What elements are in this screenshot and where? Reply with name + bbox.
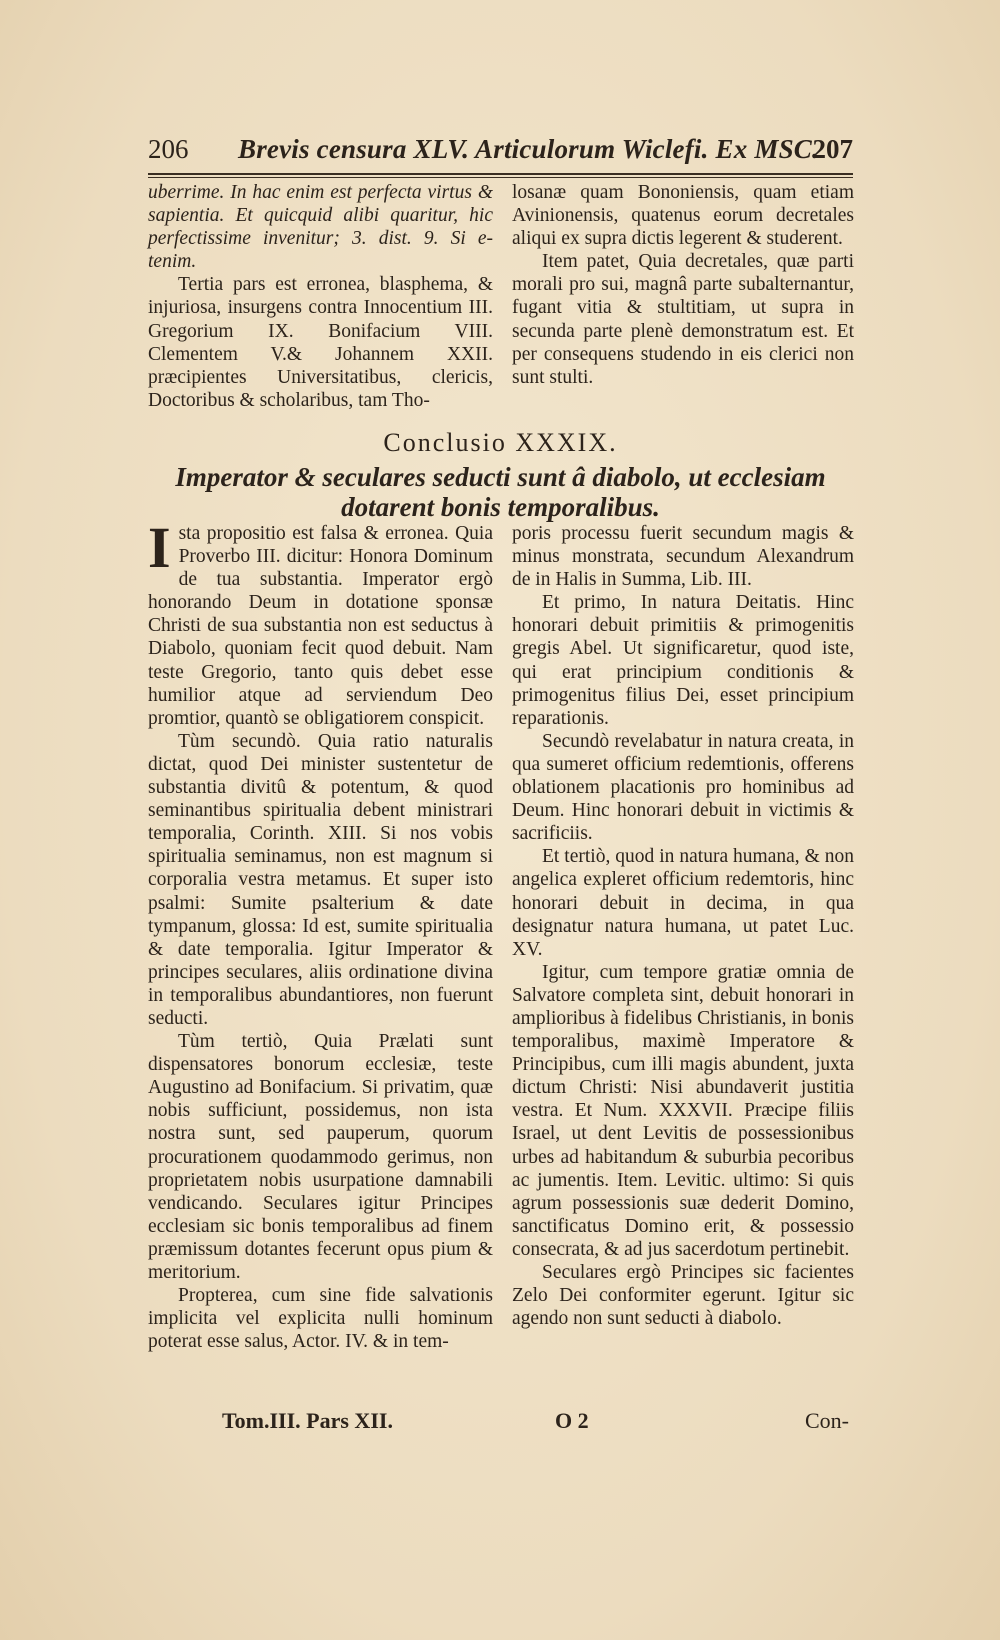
paragraph: Seculares ergò Principes sic facientes Zelo Dei conformiter egerunt. Igitur sic agendo non sunt seducti à diabolo. [512,1262,854,1330]
paragraph: Tertia pars est erronea, blasphema, & injuriosa, insurgens contra Innocentium III. Gregorium IX. Bonifacium VIII. Clementem V.& Johannem XXII. præcipientes Universitatibus, clericis, Doctoribus & scholaribus, tam Tho- [148,274,493,411]
page-number-right: 207 [812,134,853,164]
paragraph: Tùm secundò. Quia ratio naturalis dictat, quod Dei minister sustentetur de substantia divitû & potentum, & quod seminantibus spiritualia debent ministrari temporalia, Corinth. XIII. Si nos vobis spiritualia seminamus, non est magnum si corporalia vestra metamus. Et super isto psalmi: Sumite psalterium & date tympanum, glossa: Id est, sumite spiritualia & date temporalia. Igitur Imperator & principes seculares, aliis ordinatione divina in temporalibus abundantiores, non fuerunt seducti. [148,730,493,1029]
paragraph: Tùm tertiò, Quia Prælati sunt dispensatores bonorum ecclesiæ, teste Augustino ad Bonifacium. Si privatim, quæ nobis sufficiunt, possidemus, non ista nostra sunt, sed pauperum, quorum procurationem quodammodo gerimus, non proprietatem nobis usurpatione damnabili vendicando. Seculares igitur Principes ecclesiam sic bonis temporalibus ad finem præmissum dotantes fecerunt opus pium & meritorium. [148,1031,493,1283]
paragraph: Et tertiò, quod in natura humana, & non angelica expleret officium redemtoris, hinc honorari debuit in decima, in qua designatur natura humana, ut patet Luc. XV. [512,846,854,960]
section-heading: Conclusio XXXIX. [383,428,618,457]
gathering-signature: O 2 [555,1408,589,1433]
paragraph: Igitur, cum tempore gratiæ omnia de Salvatore completa sint, debuit honorari in amplioribus à fidelibus Christianis, in bonis temporalibus, maximè Imperatore & Principibus, cum illi magis abundent, juxta dictum Christi: Nisi abundaverit justitia vestra. Et Num. XXXVII. Præcipe filiis Israel, ut dent Levitis de possessionibus urbes ad habitandum & suburbia pecoribus ac jumentis. Item. Levitic. ultimo: Si quis agrum possessionis suæ dederit Domino, sanctificatus Domino erit, & possessio consecrata, & ad jus sacerdotum pertinebit. [512,961,854,1260]
paragraph: uberrime. In hac enim est perfecta virtus & sapientia. Et quicquid alibi quaritur, hic perfectissime invenitur; 3. dist. 9. Si e-tenim. [148,182,493,273]
header-rule-thin [148,177,853,178]
paragraph: Et primo, In natura Deitatis. Hinc honorari debuit primitiis & primogenitis gregis Abel. Ut significaretur, quod iste, qui erat principium conditionis & primogenitus filius Dei, esset principium reparationis. [512,592,854,729]
volume-signature: Tom.III. Pars XII. [222,1408,393,1433]
header-rule [148,173,853,175]
top-left-column [148,181,493,412]
section-thesis: Imperator & seculares seducti sunt â diabolo, ut ecclesiam dotarent bonis temporalibus. [175,462,826,522]
running-title: Brevis censura XLV. Articulorum Wiclefi. Ex MSC. [238,134,819,164]
bottom-right-column [512,522,854,1330]
paragraph: Secundò revelabatur in natura creata, in qua sumeret officium redemtionis, offerens oblationem placationis pro hominibus ad Deum. Hinc honorari debuit in victimis & sacrificiis. [512,730,854,845]
paragraph: Item patet, Quia decretales, quæ parti morali pro sui, magnâ parte subalternantur, fugant vitia & stultitiam, ut supra in secunda parte plenè demonstratum est. Et per consequens studendo in eis clerici non sunt stulti. [512,251,854,388]
paragraph [148,515,493,730]
paragraph: Propterea, cum sine fide salvationis implicita vel explicita nulli hominum poterat esse salus, Actor. IV. & in tem- [148,1285,493,1353]
drop-cap: I [148,515,171,580]
top-right-column [512,181,854,389]
paragraph: losanæ quam Bononiensis, quam etiam Avinionensis, quatenus eorum decretales aliqui ex supra dictis legerent & studerent. [512,182,854,250]
paragraph: poris processu fuerit secundum magis & minus monstrata, secundum Alexandrum de in Halis in Summa, Lib. III. [512,523,854,591]
page-number-left: 206 [148,134,189,164]
catchword: Con- [805,1408,849,1433]
paragraph-text: sta propositio est falsa & erronea. Quia Proverbo III. dicitur: Honora Dominum de tua substantia. Imperator ergò honorando Deum in dotatione sponsæ Christi de sua substantia non est seductus à Diabolo, quoniam fecit quod debuit. Nam teste Gregorio, tanto quis debet esse humilior atque ad serviendum Deo promtior, quantò se obligatiorem conspicit. [148,523,493,729]
bottom-left-column [148,515,493,1353]
running-header [148,134,853,170]
